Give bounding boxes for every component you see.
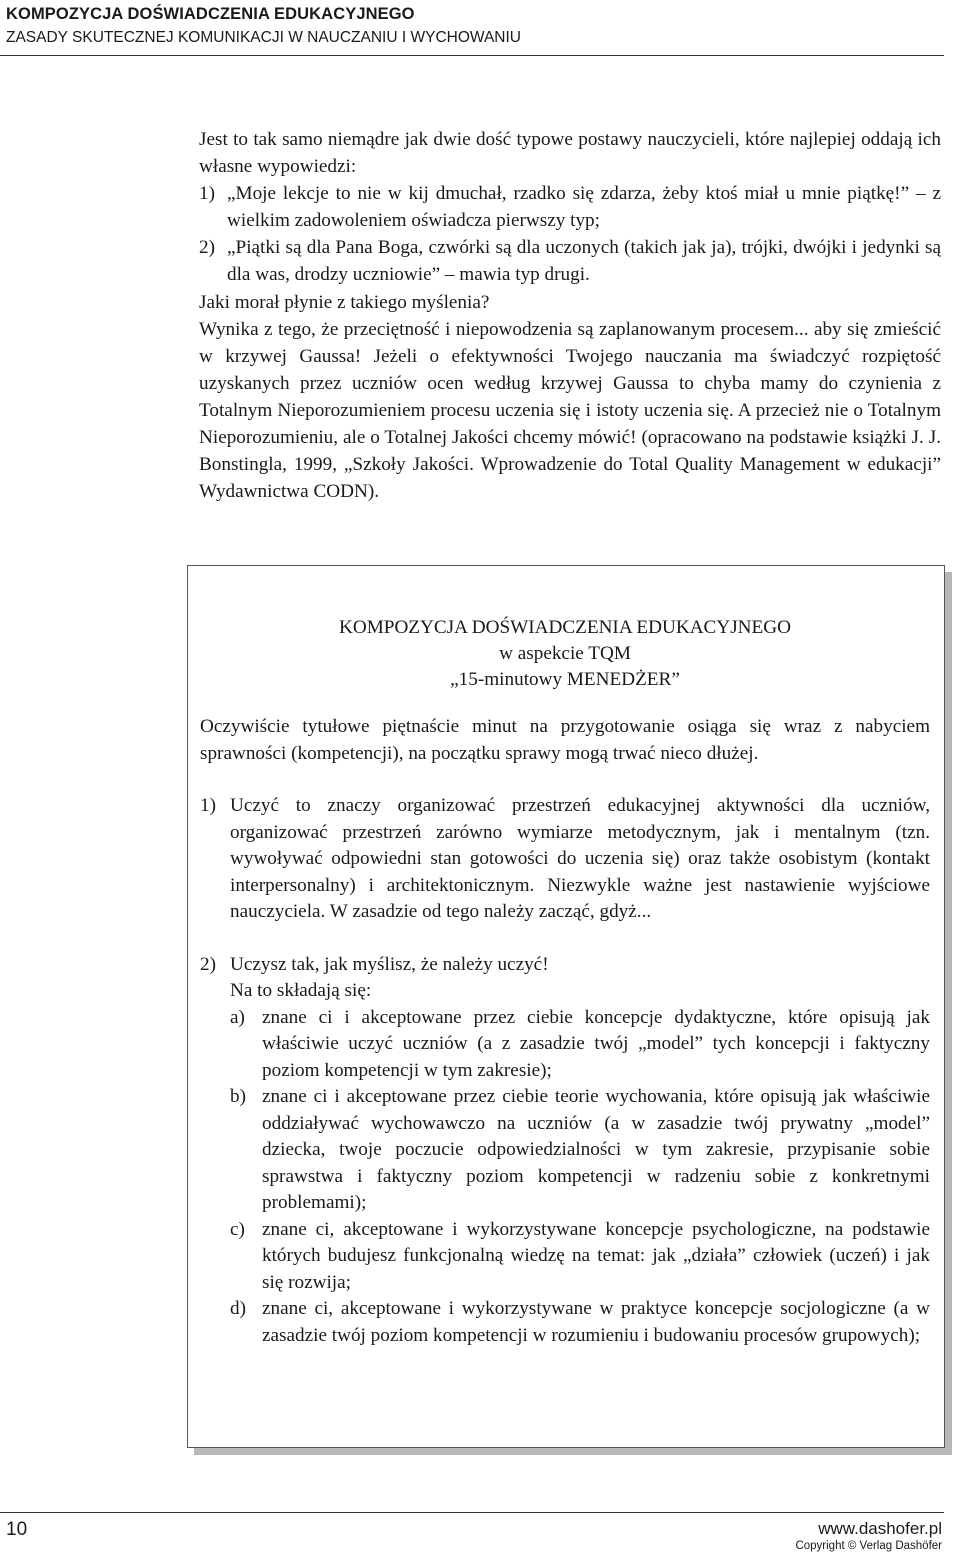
header-divider (0, 55, 944, 56)
tqm-framed-box (187, 565, 945, 1448)
box-title-line-2: w aspekcie TQM (499, 643, 631, 664)
intro-paragraph: Jest to tak samo niemądre jak dwie dość typowe postawy nauczycieli, które najlepiej oddają ich własne wypowiedzi: (199, 129, 941, 178)
footer-website-link[interactable]: www.dashofer.pl (818, 1519, 942, 1538)
list-item-heading: Uczysz tak, jak myślisz, że należy uczyć! (230, 953, 549, 975)
list-item-subheading: Na to składają się: (230, 980, 372, 1001)
moral-question: Jaki morał płynie z takiego myślenia? (199, 291, 490, 313)
quote-item-1 (199, 180, 941, 234)
footer-copyright: Copyright © Verlag Dashöfer (795, 1540, 942, 1552)
quote-item-text: „Piątki są dla Pana Boga, czwórki są dla uczonych (takich jak ja), trójki, dwójki i jedynki są dla was, drodzy uczniowie” – mawia typ drugi. (227, 237, 941, 286)
quote-item-text: „Moje lekcje to nie w kij dmuchał, rzadko się zdarza, żeby ktoś miał u mnie piątkę!” – z wielkim zadowoleniem oświadcza pierwszy typ; (227, 183, 941, 232)
running-header-subtitle: ZASADY SKUTECZNEJ KOMUNIKACJI W NAUCZANIU I WYCHOWANIU (6, 29, 521, 46)
box-title-line-3: „15-minutowy MENEDŻER” (450, 669, 680, 690)
sub-item-b (230, 1084, 930, 1217)
sub-item-text: znane ci i akceptowane przez ciebie koncepcje dydaktyczne, które opisują jak właściwie uczyć uczniów (a z zasadzie twój „model” tych koncepcji i faktyczny poziom kompetencji w tym zakresie); (262, 1006, 930, 1081)
sub-item-label: c) (230, 1218, 245, 1240)
box-list-item-1 (200, 793, 930, 926)
sub-item-label: d) (230, 1298, 246, 1319)
sub-item-text: znane ci, akceptowane i wykorzystywane koncepcje psychologiczne, na podstawie których budujesz funkcjonalną wiedzę na temat: jak „działa” człowiek (uczeń) i jak się rozwija; (262, 1218, 930, 1293)
list-item-number: 1) (200, 795, 216, 816)
footer-divider (0, 1512, 944, 1513)
sub-item-label: a) (230, 1006, 245, 1028)
sub-item-d (230, 1296, 930, 1349)
quote-item-number: 2) (199, 237, 215, 259)
quote-item-2 (199, 234, 941, 288)
list-item-text: Uczyć to znaczy organizować przestrzeń edukacyjnej aktywności dla uczniów, organizować przestrzeń zarówno wymiarze metodycznym, jak i mentalnym (tzn. wywoływać odpowiedni stan gotowości do uczenia się) oraz także osobistym (kontakt interpersonalny) i architektonicznym. Niezwykle ważne jest nastawienie wyjściowe nauczyciela. W zasadzie od tego należy zacząć, gdyż... (230, 795, 930, 922)
quote-item-number: 1) (199, 183, 215, 205)
sub-item-a (230, 1005, 930, 1085)
sub-item-text: znane ci i akceptowane przez ciebie teorie wychowania, które opisują jak właściwie oddziaływać wychowawczo na uczniów (a w zasadzie twój prywatny „model” dziecka, twoje poczucie odpowiedzialności w tym zakresie, przypisanie sobie sprawstwa i faktyczny poziom kompetencji w radzeniu sobie z konkretnymi problemami); (262, 1086, 930, 1213)
list-item-number: 2) (200, 953, 216, 975)
running-header-title: KOMPOZYCJA DOŚWIADCZENIA EDUKACYJNEGO (6, 5, 415, 23)
page-number: 10 (6, 1519, 28, 1540)
sub-item-c (230, 1217, 930, 1297)
sub-item-text: znane ci, akceptowane i wykorzystywane w praktyce koncepcje socjologiczne (a w zasadzie twój poziom kompetencji w rozumieniu i budowaniu procesów grupowych); (262, 1298, 930, 1346)
box-lead-paragraph: Oczywiście tytułowe piętnaście minut na przygotowanie osiąga się wraz z nabyciem sprawności (kompetencji), na początku sprawy mogą trwać nieco dłużej. (200, 716, 930, 764)
box-list (200, 793, 930, 1349)
intro-section (199, 126, 941, 505)
sub-item-label: b) (230, 1086, 246, 1107)
box-title (200, 615, 930, 693)
box-list-item-2 (200, 952, 930, 1350)
conclusion-paragraph: Wynika z tego, że przeciętność i niepowodzenia są zaplanowanym procesem... aby się zmieścić w krzywej Gaussa! Jeżeli o efektywności Twojego nauczania ma świadczyć rozpiętość uzyskanych przez uczniów ocen według krzywej Gaussa to chyba mamy do czynienia z Totalnym Nieporozumieniem procesu uczenia się i istoty uczenia się. A przecież nie o Totalnym Nieporozumieniu, ale o Totalnej Jakości chcemy mówić! (opracowano na podstawie książki J. J. Bonstingla, 1999, „Szkoły Jakości. Wprowadzenie do Total Quality Management w edukacji” Wydawnictwa CODN). (199, 318, 941, 503)
box-title-line-1: KOMPOZYCJA DOŚWIADCZENIA EDUKACYJNEGO (339, 617, 791, 638)
